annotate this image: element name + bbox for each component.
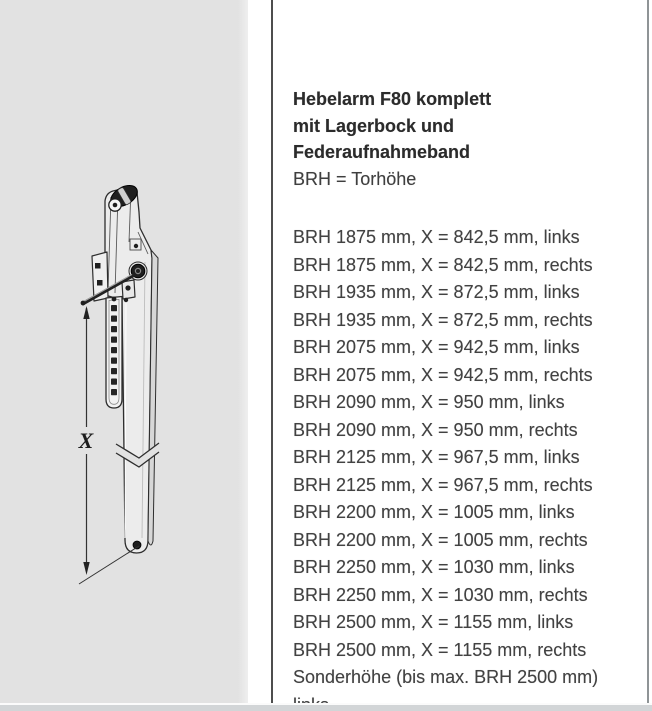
panel-divider bbox=[271, 0, 273, 703]
panel-edge-fade bbox=[238, 0, 248, 703]
eye-hole bbox=[109, 199, 121, 211]
spec-row: BRH 1935 mm, X = 872,5 mm, rechts bbox=[293, 309, 593, 330]
spec-header bbox=[293, 86, 491, 192]
product-title-line: Federaufnahmeband bbox=[293, 142, 471, 162]
neck-bolt bbox=[134, 244, 138, 248]
product-title-line: mit Lagerbock und bbox=[293, 115, 455, 136]
spec-row: BRH 2075 mm, X = 942,5 mm, links bbox=[293, 337, 580, 357]
dimension-label-x: X bbox=[78, 428, 94, 453]
spec-row: BRH 1875 mm, X = 842,5 mm, links bbox=[293, 227, 580, 247]
spec-row: BRH 2200 mm, X = 1005 mm, links bbox=[293, 502, 575, 522]
spec-row: BRH 2500 mm, X = 1155 mm, rechts bbox=[293, 639, 587, 660]
spec-row: BRH 2125 mm, X = 967,5 mm, rechts bbox=[293, 474, 593, 495]
spec-row: BRH 2500 mm, X = 1155 mm, links bbox=[293, 612, 574, 632]
spec-row: BRH 1875 mm, X = 842,5 mm, rechts bbox=[293, 254, 593, 275]
spec-row: BRH 2090 mm, X = 950 mm, links bbox=[293, 392, 565, 412]
spec-row: BRH 2125 mm, X = 967,5 mm, links bbox=[293, 447, 580, 467]
lever-arm-diagram bbox=[0, 0, 248, 703]
spec-list bbox=[293, 224, 598, 711]
perforated-band bbox=[106, 297, 122, 409]
page-right-edge bbox=[647, 0, 649, 703]
spec-row: Sonderhöhe (bis max. BRH 2500 mm) bbox=[293, 667, 599, 687]
strap-bolt-lower bbox=[124, 298, 128, 302]
bottom-scroll-edge[interactable] bbox=[0, 703, 652, 711]
spec-row: BRH 2250 mm, X = 1030 mm, rechts bbox=[293, 584, 588, 605]
spec-row: BRH 2250 mm, X = 1030 mm, links bbox=[293, 557, 575, 577]
spec-row: BRH 1935 mm, X = 872,5 mm, links bbox=[293, 282, 580, 302]
spec-row: BRH 2200 mm, X = 1005 mm, rechts bbox=[293, 529, 588, 550]
abbreviation-definition: BRH = Torhöhe bbox=[293, 168, 417, 189]
diagram-panel bbox=[0, 0, 248, 703]
product-title-line: Hebelarm F80 komplett bbox=[293, 89, 492, 109]
spec-row: BRH 2075 mm, X = 942,5 mm, rechts bbox=[293, 364, 593, 385]
spec-row: BRH 2090 mm, X = 950 mm, rechts bbox=[293, 419, 578, 440]
strap-bolt-upper bbox=[125, 285, 130, 290]
